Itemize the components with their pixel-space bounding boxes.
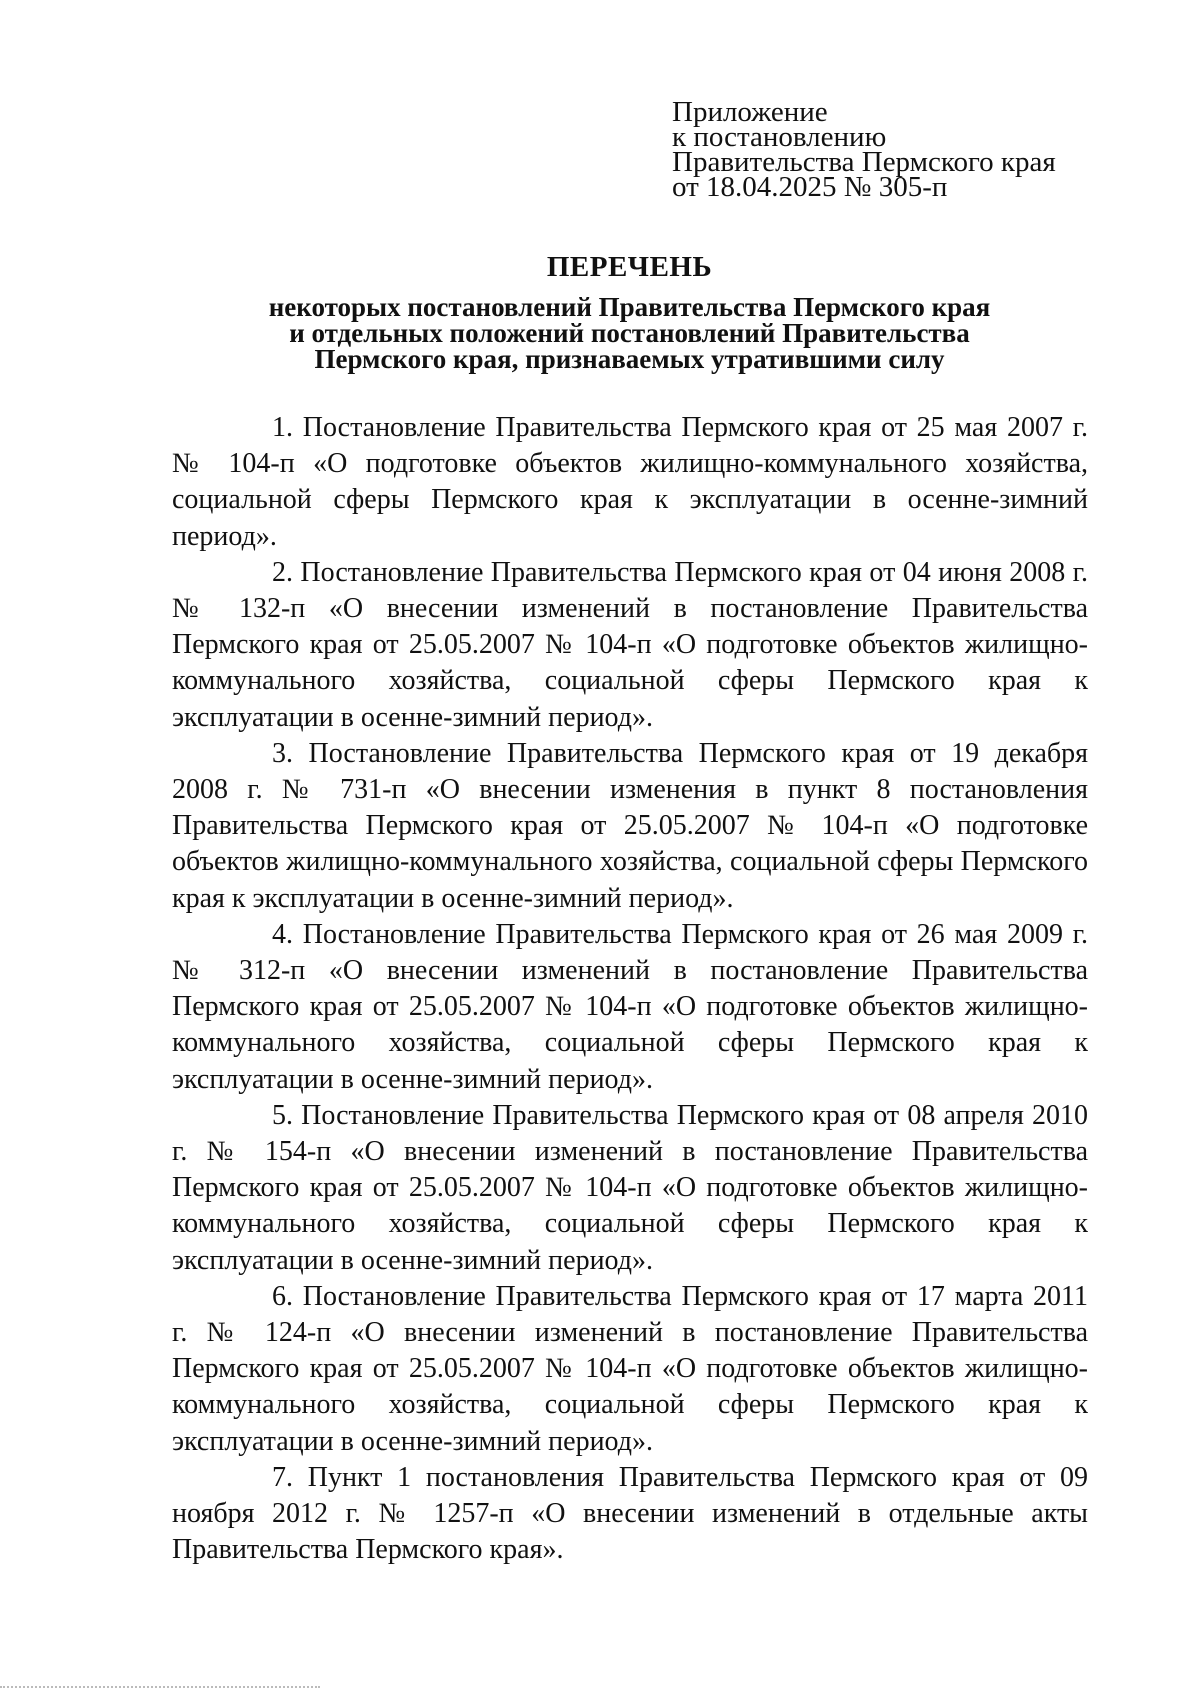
subtitle-line-2: и отдельных положений постановлений Правительства	[289, 318, 970, 348]
scan-artifact-divider	[0, 1686, 320, 1688]
appendix-block	[672, 96, 1056, 203]
subtitle-line-1: некоторых постановлений Правительства Пермского края	[268, 292, 991, 322]
appendix-line-2: к постановлению	[672, 121, 887, 153]
list-item-1: 1. Постановление Правительства Пермского края от 25 мая 2007 г. № 104-п «О подготовке объектов жилищно-коммунального хозяйства, социальной сферы Пермского края к эксплуатации в осенне-зимний период».	[172, 412, 1088, 552]
document-subtitle	[172, 294, 1087, 372]
list-body	[172, 410, 1088, 1569]
subtitle-line-3: Пермского края, признаваемых утратившими силу	[314, 344, 945, 374]
list-item-5: 5. Постановление Правительства Пермского края от 08 апреля 2010 г. № 154-п «О внесении изменений в постановление Правительства Пермского края от 25.05.2007 № 104-п «О подготовке объектов жилищно-коммунального хозяйства, социальной сферы Пермского края к эксплуатации в осенне-зимний период».	[172, 1099, 1088, 1276]
appendix-line-1: Приложение	[672, 96, 828, 128]
appendix-line-3: Правительства Пермского края	[672, 146, 1056, 178]
appendix-line-4: от 18.04.2025 № 305-п	[672, 171, 948, 203]
list-item-6: 6. Постановление Правительства Пермского края от 17 марта 2011 г. № 124-п «О внесении изменений в постановление Правительства Пермского края от 25.05.2007 № 104-п «О подготовке объектов жилищно-коммунального хозяйства, социальной сферы Пермского края к эксплуатации в осенне-зимний период».	[172, 1280, 1088, 1457]
document-title: ПЕРЕЧЕНЬ	[546, 251, 713, 283]
list-item-7: 7. Пункт 1 постановления Правительства Пермского края от 09 ноября 2012 г. № 1257-п «О внесении изменений в отдельные акты Правительства Пермского края».	[172, 1461, 1088, 1566]
list-item-2: 2. Постановление Правительства Пермского края от 04 июня 2008 г. № 132-п «О внесении изменений в постановление Правительства Пермского края от 25.05.2007 № 104-п «О подготовке объектов жилищно-коммунального хозяйства, социальной сферы Пермского края к эксплуатации в осенне-зимний период».	[172, 556, 1088, 733]
list-item-3: 3. Постановление Правительства Пермского края от 19 декабря 2008 г. № 731-п «О внесении изменения в пункт 8 постановления Правительства Пермского края от 25.05.2007 № 104-п «О подготовке объектов жилищно-коммунального хозяйства, социальной сферы Пермского края к эксплуатации в осенне-зимний период».	[172, 737, 1088, 914]
list-item-4: 4. Постановление Правительства Пермского края от 26 мая 2009 г. № 312-п «О внесении изменений в постановление Правительства Пермского края от 25.05.2007 № 104-п «О подготовке объектов жилищно-коммунального хозяйства, социальной сферы Пермского края к эксплуатации в осенне-зимний период».	[172, 918, 1088, 1095]
document-title-block	[172, 250, 1087, 372]
